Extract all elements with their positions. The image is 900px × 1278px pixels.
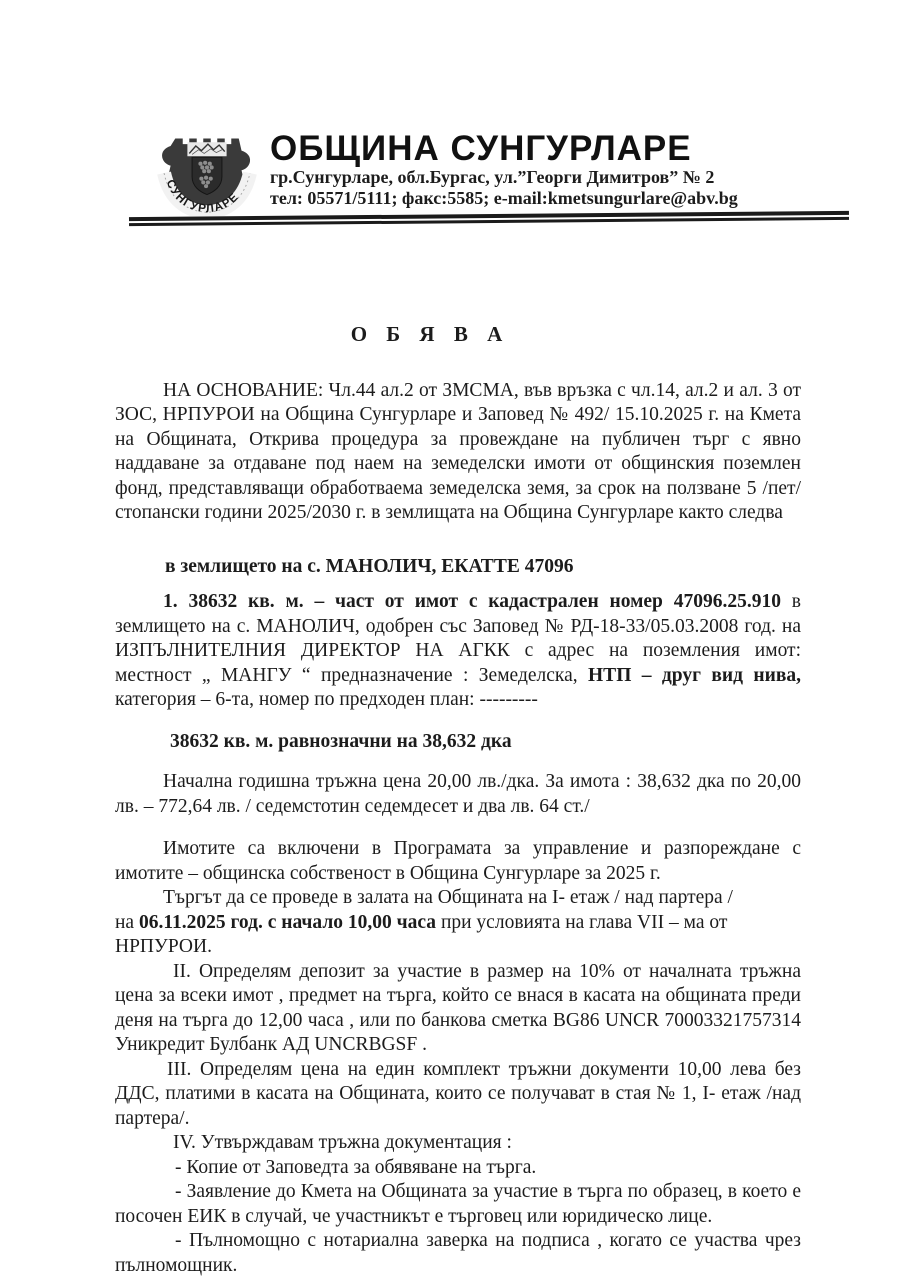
- documentation-heading-line: IV. Утвърждавам тръжна документация :: [115, 1131, 801, 1156]
- municipality-emblem: [154, 132, 260, 216]
- documents-price-paragraph: III. Определям цена на един комплект тръжни документи 10,00 лева без ДДС, платими в касата на Общината, които се получават в стая № 1, I- етаж /над партера/.: [115, 1058, 801, 1132]
- starting-price-paragraph: Начална годишна тръжна цена 20,00 лв./дка. За имота : 38,632 дка по 20,00 лв. – 772,64 лв. / седемстотин седемдесет и два лв. 64 ст./: [115, 770, 801, 819]
- document-blocks: [115, 379, 801, 1278]
- area-equivalence-line: 38632 кв. м. равнозначни на 38,632 дка: [115, 730, 801, 755]
- emblem-ribbon-text: СУНГУРЛАРЕ: [164, 178, 242, 216]
- organization-name: ОБЩИНА СУНГУРЛАРЕ: [270, 130, 870, 167]
- auction-date-line: на 06.11.2025 год. с начало 10,00 часа при условията на глава VII – ма от НРПУРОИ.: [115, 911, 801, 960]
- bullet-application: - Заявление до Кмета на Общината за участие в търга по образец, в което е посочен ЕИК в случай, че участникът е търговец или юридическо лице.: [115, 1180, 801, 1229]
- deposit-paragraph: II. Определям депозит за участие в размер на 10% от началната тръжна цена за всеки имот , предмет на търга, който се внася в касата на общината преди деня на търга до 12,00 часа , или по банкова сметка BG86 UNCR 70003321757314 Уникредит Булбанк АД UNCRBGSF .: [115, 960, 801, 1058]
- organization-contacts: тел: 05571/5111; факс:5585; e-mail:kmetsungurlare@abv.bg: [270, 188, 870, 209]
- organization-address: гр.Сунгурларе, обл.Бургас, ул.”Георги Димитров” № 2: [270, 167, 870, 188]
- land-section-heading: в землището на с. МАНОЛИЧ, ЕКАТТЕ 47096: [115, 555, 801, 580]
- document-title: О Б Я В А: [87, 322, 773, 347]
- auction-venue-line: Търгът да се проведе в залата на Общината на I- етаж / над партера /: [115, 886, 801, 911]
- announcement-body: [115, 322, 801, 1278]
- letterhead: [150, 130, 870, 223]
- bullet-order-copy: - Копие от Заповедта за обявяване на търга.: [115, 1156, 801, 1181]
- intro-paragraph: НА ОСНОВАНИЕ: Чл.44 ал.2 от ЗМСМА, във връзка с чл.14, ал.2 и ал. 3 от ЗОС, НРПУРОИ на Община Сунгурларе и Заповед № 492/ 15.10.2025 г. на Кмета на Общината, Открива процедура за провеждане на публичен търг с явно наддаване за отдаване под наем на земеделски имоти от общинския поземлен фонд, представляващи обработваема земеделска земя, за срок на ползване 5 /пет/ стопански години 2025/2030 г. в землищата на Община Сунгурларе както следва: [115, 379, 801, 526]
- letterhead-text: [270, 130, 870, 209]
- item-1-paragraph: 1. 38632 кв. м. – част от имот с кадастрален номер 47096.25.910 в землището на с. МАНОЛИЧ, одобрен със Заповед № РД-18-33/05.03.2008 год. на ИЗПЪЛНИТЕЛНИЯ ДИРЕКТОР НА АГКК с адрес на поземления имот: местност „ МАНГУ “ предназначение : Земеделска, НТП – друг вид нива, категория – 6-та, номер по предходен план: ---------: [115, 590, 801, 713]
- bullet-power-of-attorney: - Пълномощно с нотариална заверка на подписа , когато се участва чрез пълномощник.: [115, 1229, 801, 1278]
- program-paragraph: Имотите са включени в Програмата за управление и разпореждане с имотите – общинска собственост в Община Сунгурларе за 2025 г.: [115, 837, 801, 886]
